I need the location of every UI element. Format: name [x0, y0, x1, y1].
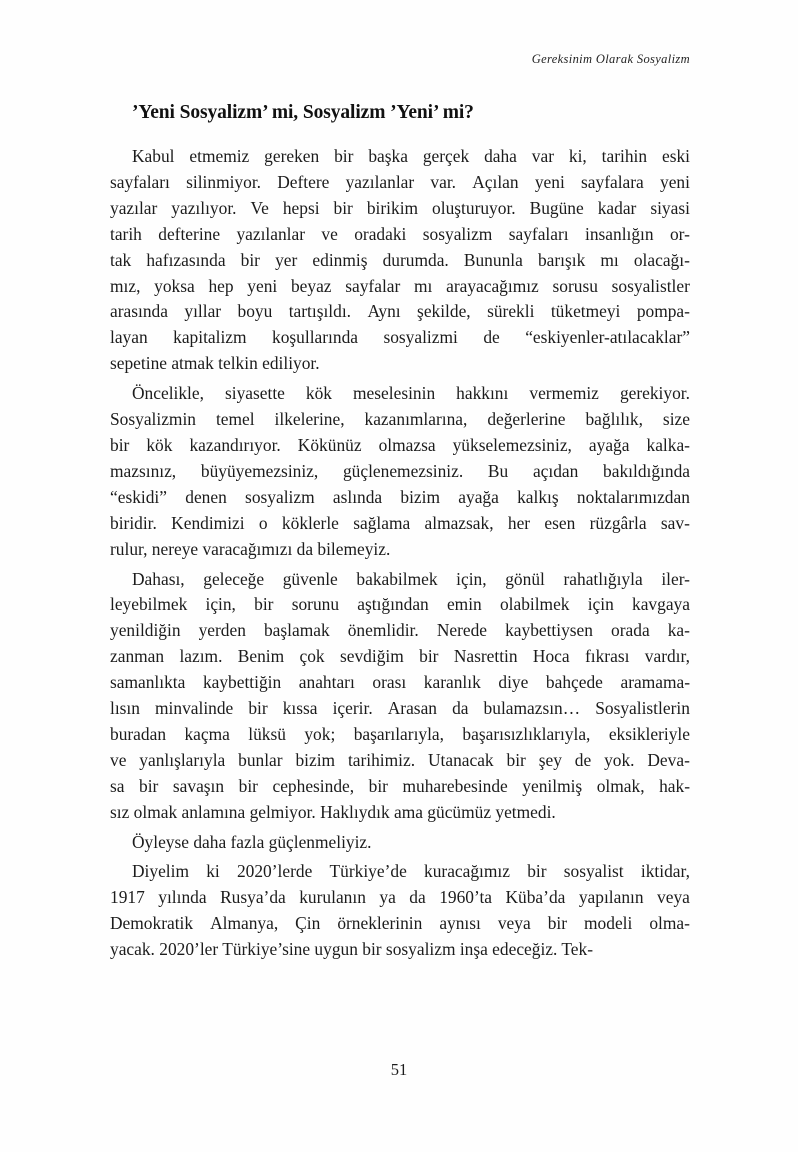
word: sosyalizm [422, 223, 493, 244]
word: daha [484, 146, 517, 166]
word: kök [146, 434, 173, 455]
word: için [587, 594, 614, 615]
word: insanlığın [584, 223, 654, 244]
word: yok. [604, 749, 635, 770]
word: tarih [110, 223, 142, 244]
word: kadar [597, 197, 637, 218]
paragraph [110, 859, 690, 963]
word: lüksü [248, 723, 286, 744]
word: karanlık [423, 672, 481, 693]
word: ki, [568, 146, 587, 166]
word: anahtarı [298, 672, 355, 693]
word: için, [456, 568, 487, 589]
word: aramama- [620, 672, 690, 693]
word: zanman [110, 646, 165, 667]
word: orada [611, 620, 650, 641]
word: eski [661, 146, 690, 166]
word: yenilmiş [522, 775, 583, 796]
word: yeni [534, 171, 565, 192]
word: temel [215, 409, 255, 430]
word: sa [110, 775, 125, 796]
text-line [110, 407, 690, 433]
text-line [110, 170, 690, 196]
word: mız, [110, 275, 141, 296]
word: Bugüne [529, 197, 584, 218]
word: Demokratik [110, 913, 194, 934]
word: diye [498, 672, 529, 693]
text-line [110, 381, 690, 407]
word: Kendimizi [171, 512, 245, 533]
word: ya [379, 887, 396, 908]
word: Bununla [463, 249, 523, 270]
word: için, [205, 594, 236, 615]
word: mı [600, 249, 619, 270]
word: bunlar [238, 749, 283, 770]
word: etmemiz [189, 146, 250, 166]
text-line: yacak. 2020’ler Türkiye’sine uygun bir sosyalizm inşa edeceğiz. Tek- [110, 939, 593, 960]
word: Açılan [472, 171, 519, 192]
page-number: 51 [390, 1060, 408, 1079]
word: kök [305, 383, 332, 404]
word: size [662, 409, 690, 430]
word: Aynı [367, 301, 401, 322]
word: sayfaları [508, 223, 569, 244]
word: kapitalizm [173, 327, 247, 348]
text-line [110, 222, 690, 248]
word: meselesinin [353, 383, 436, 404]
word: kaybettiğin [202, 672, 282, 693]
word: siyasette [224, 383, 285, 404]
word: Deva- [647, 749, 690, 770]
word: başarılarıyla, [353, 723, 444, 744]
word: yazılanlar [345, 171, 415, 192]
word: örneklerinin [337, 913, 423, 934]
word: Kabul [132, 146, 175, 166]
text-line [110, 196, 690, 222]
text-line [110, 459, 690, 485]
word: şey [538, 749, 562, 770]
word: edinmiş [312, 249, 368, 270]
word: birikim [366, 197, 419, 218]
word: tarihin [601, 146, 648, 166]
word: sevdiğim [340, 646, 404, 667]
word: lazım. [179, 646, 223, 667]
page-content [110, 100, 690, 967]
word: gerçek [422, 146, 470, 166]
word: denen [185, 486, 227, 507]
text-line [110, 618, 690, 644]
word: Nasrettin [453, 646, 518, 667]
word: gereken [264, 146, 320, 166]
text-line [110, 511, 690, 537]
word: yılında [158, 887, 207, 908]
word: Diyelim [132, 861, 189, 882]
word: veya [657, 887, 690, 908]
word: biridir. [110, 512, 157, 533]
word: sosyalistler [611, 275, 690, 296]
word: hepsi [282, 197, 320, 218]
word: bir [333, 197, 353, 218]
word: sav- [660, 512, 690, 533]
running-head: Gereksinim Olarak Sosyalizm [531, 52, 690, 66]
word: aslında [332, 486, 383, 507]
text-line [110, 911, 690, 937]
text-line [110, 859, 690, 885]
word: bir [506, 749, 526, 770]
word: kalka- [646, 434, 690, 455]
word: yıllar [184, 301, 222, 322]
word: bir [419, 646, 439, 667]
word: var. [430, 171, 456, 192]
word: barışık [537, 249, 586, 270]
word: boyu [237, 301, 273, 322]
word: büyüyemezsiniz, [200, 460, 319, 481]
word: savaşın [172, 775, 225, 796]
word: sayfalar [345, 275, 401, 296]
word: başlamak [263, 620, 330, 641]
word: bir [368, 775, 388, 796]
word: yanlışlarıyla [139, 749, 226, 770]
word: sağlama [353, 512, 411, 533]
word: bir [139, 775, 159, 796]
word: orası [372, 672, 407, 693]
word: 2020’lerde [236, 861, 313, 882]
word: koşullarında [272, 327, 358, 348]
word: kazandırıyor. [189, 434, 281, 455]
word: “eskidi” [110, 486, 167, 507]
paragraph [110, 830, 690, 856]
word: değerlerine [487, 409, 566, 430]
word: or- [669, 223, 690, 244]
word: da [409, 887, 426, 908]
word: fıkrası [584, 646, 630, 667]
text-line [110, 885, 690, 911]
word: ve [110, 749, 127, 770]
text-line: Öyleyse daha fazla güçlenmeliyiz. [132, 831, 372, 852]
word: olma- [649, 913, 690, 934]
word: yoksa [154, 275, 195, 296]
word: beyaz [290, 275, 332, 296]
text-line [110, 144, 690, 170]
word: ki [206, 861, 220, 882]
word: kalkış [517, 486, 559, 507]
word: sorunu [291, 594, 340, 615]
word: Benim [237, 646, 285, 667]
word: Arasan [387, 698, 437, 719]
word: bakıldığında [603, 460, 690, 481]
word: 1917 [110, 887, 145, 908]
word: Ve [250, 197, 269, 218]
word: her [507, 512, 531, 533]
word: buradan [110, 723, 167, 744]
word: sosyalist [563, 861, 624, 882]
word: arayacağımız [446, 275, 539, 296]
text-line [110, 592, 690, 618]
word: sayfaları [110, 171, 170, 192]
word: minvalinde [155, 698, 234, 719]
word: ilkelerine, [274, 409, 345, 430]
word: ve [321, 223, 338, 244]
word: sayfalara [581, 171, 644, 192]
word: olabilmek [499, 594, 570, 615]
word: vermemiz [529, 383, 599, 404]
word: leyebilmek [110, 594, 188, 615]
word: bir [240, 249, 260, 270]
word: tartışıldı. [288, 301, 352, 322]
text-line: sepetine atmak telkin ediliyor. [110, 353, 320, 374]
word: açıdan [532, 460, 579, 481]
word: kavgaya [632, 594, 690, 615]
word: rahatlığıyla [563, 568, 643, 589]
paragraph [110, 567, 690, 826]
word: noktalarımızdan [576, 486, 690, 507]
text-line [110, 325, 690, 351]
word: güvenle [282, 568, 338, 589]
word: yazılanlar [236, 223, 306, 244]
word: esen [544, 512, 576, 533]
word: kaybettiysen [505, 620, 593, 641]
section-title: ’Yeni Sosyalizm’ mi, Sosyalizm ’Yeni’ mi? [132, 102, 474, 123]
word: bahçede [545, 672, 603, 693]
word: bizim [400, 486, 441, 507]
word: olacağı- [633, 249, 690, 270]
text-line: sız olmak anlamına gelmiyor. Haklıydık ama gücümüz yetmedi. [110, 801, 556, 822]
word: sürekli [487, 301, 535, 322]
word: Bu [487, 460, 509, 481]
word: hafızasında [146, 249, 226, 270]
word: lısın [110, 698, 140, 719]
word: silinmiyor. [186, 171, 261, 192]
word: yer [275, 249, 298, 270]
text-line [110, 644, 690, 670]
body-text [110, 144, 690, 963]
word: ka- [667, 620, 690, 641]
word: kurulanın [299, 887, 366, 908]
word: şekilde, [417, 301, 471, 322]
word: Dahası, [132, 568, 185, 589]
word: başka [368, 146, 408, 166]
word: bir [547, 913, 568, 934]
word: bir [110, 434, 130, 455]
word: Öncelikle, [132, 383, 204, 404]
word: Küba’da [505, 887, 566, 908]
text-line [110, 567, 690, 593]
word: yok; [304, 723, 336, 744]
word: olmazsa [378, 434, 436, 455]
paragraph [110, 381, 690, 562]
word: vardır, [644, 646, 690, 667]
word: gönül [505, 568, 545, 589]
word: bizim [295, 749, 336, 770]
word: olmak, [596, 775, 645, 796]
word: yenildiğin [110, 620, 181, 641]
word: Çin [295, 913, 321, 934]
word: iktidar, [640, 861, 690, 882]
word: de [574, 749, 592, 770]
word: durumda. [382, 249, 449, 270]
word: güçlenemezsiniz. [342, 460, 464, 481]
word: Deftere [277, 171, 330, 192]
word: hak- [659, 775, 690, 796]
text-line [110, 670, 690, 696]
word: önemlidir. [347, 620, 419, 641]
word: hakkını [456, 383, 509, 404]
word: yerden [198, 620, 246, 641]
word: bir [254, 594, 274, 615]
text-line [110, 274, 690, 300]
word: kuracağımız [424, 861, 510, 882]
word: pompa- [636, 301, 690, 322]
text-line [110, 722, 690, 748]
word: modeli [584, 913, 633, 934]
word: oradaki [354, 223, 407, 244]
text-line [110, 748, 690, 774]
word: defterine [158, 223, 221, 244]
word: layan [110, 327, 148, 348]
word: aştığından [357, 594, 429, 615]
word: kıssa [282, 698, 318, 719]
word: kaçma [184, 723, 230, 744]
word: yazılıyor. [171, 197, 237, 218]
word: sosyalizmi [383, 327, 458, 348]
text-line [110, 299, 690, 325]
word: hep [208, 275, 234, 296]
word: içerir. [332, 698, 373, 719]
word: kazanımlarına, [364, 409, 468, 430]
word: mazsınız, [110, 460, 177, 481]
word: Kökünüz [297, 434, 362, 455]
word: sorusu [552, 275, 598, 296]
word: samanlıkta [110, 672, 186, 693]
word: ayağa [588, 434, 630, 455]
text-line [110, 485, 690, 511]
word: Rusya’da [220, 887, 286, 908]
word: yazılar [110, 197, 158, 218]
word: aynısı [439, 913, 481, 934]
word: Sosyalizmin [110, 409, 196, 430]
word: yeni [247, 275, 278, 296]
word: gerekiyor. [619, 383, 690, 404]
word: Hoca [532, 646, 570, 667]
word: siyasi [650, 197, 690, 218]
word: yapılanın [578, 887, 644, 908]
word: de [483, 327, 500, 348]
paragraph [110, 144, 690, 377]
word: tak [110, 249, 132, 270]
word: oluşturuyor. [432, 197, 516, 218]
word: eksikleriyle [608, 723, 690, 744]
word: bir [248, 698, 268, 719]
word: muharebesinde [402, 775, 508, 796]
word: bir [334, 146, 354, 166]
word: arasında [110, 301, 168, 322]
word: yeni [660, 171, 690, 192]
word: çok [299, 646, 325, 667]
word: bulamazsın… [483, 698, 581, 719]
word: Utanacak [427, 749, 494, 770]
word: Nerede [436, 620, 488, 641]
word: geleceğe [203, 568, 265, 589]
word: Sosyalistlerin [595, 698, 690, 719]
word: rüzgârla [589, 512, 647, 533]
word: Türkiye’de [329, 861, 407, 882]
word: iler- [661, 568, 690, 589]
word: o [258, 512, 268, 533]
word: ayağa [458, 486, 499, 507]
word: da [452, 698, 469, 719]
word: 1960’ta [439, 887, 492, 908]
word: bakabilmek [356, 568, 438, 589]
text-line [110, 774, 690, 800]
word: “eskiyenler-atılacaklar” [525, 327, 690, 348]
word: yükselemezsiniz, [452, 434, 572, 455]
word: Almanya, [210, 913, 279, 934]
word: başarısızlıklarıyla, [462, 723, 591, 744]
text-line [110, 696, 690, 722]
word: tüketmeyi [550, 301, 621, 322]
word: almazsak, [424, 512, 494, 533]
word: bir [238, 775, 258, 796]
text-line: rulur, nereye varacağımızı da bilemeyiz. [110, 538, 391, 559]
text-line [110, 433, 690, 459]
word: köklerle [281, 512, 339, 533]
word: mı [414, 275, 433, 296]
word: bir [527, 861, 547, 882]
word: sosyalizm [245, 486, 315, 507]
word: tarihimiz. [347, 749, 416, 770]
text-line [110, 248, 690, 274]
word: veya [497, 913, 531, 934]
word: emin [446, 594, 482, 615]
word: cephesinde, [272, 775, 355, 796]
word: var [531, 146, 555, 166]
word: bağlılık, [585, 409, 643, 430]
